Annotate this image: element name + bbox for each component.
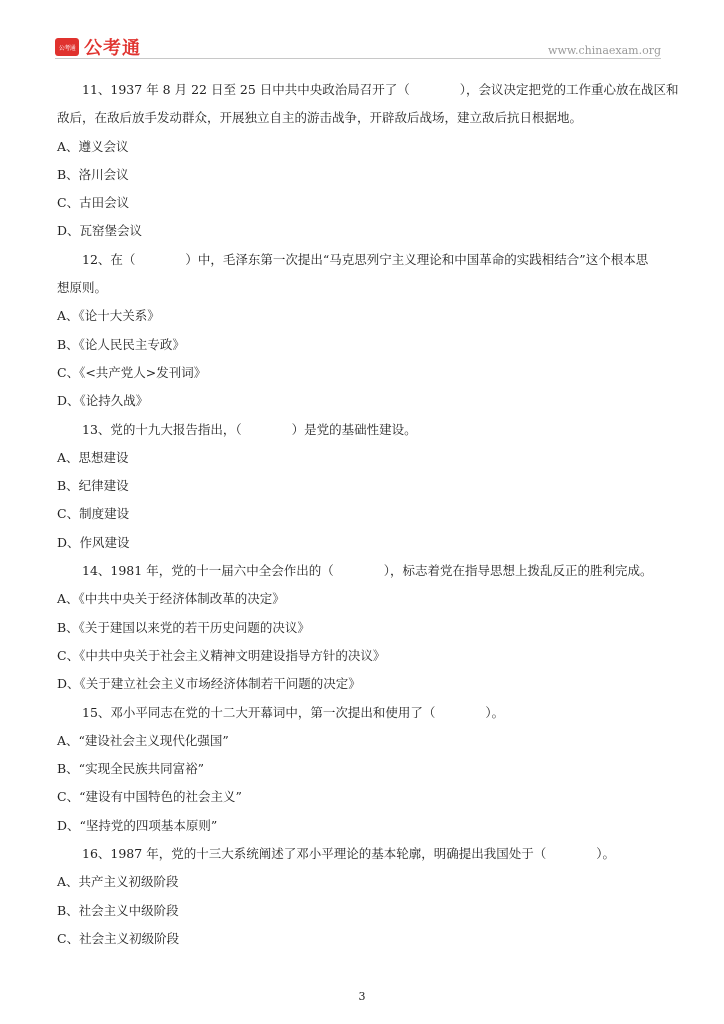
site-url: www.chinaexam.org <box>548 44 661 57</box>
question-stem: 15、邓小平同志在党的十二大开幕词中，第一次提出和使用了（ ）。 <box>82 704 505 720</box>
page-header <box>55 34 661 60</box>
option-b: B、“实现全民族共同富裕” <box>57 761 204 777</box>
option-d: D、瓦窑堡会议 <box>57 223 143 239</box>
option-b: B、《关于建国以来党的若干历史问题的决议》 <box>57 619 310 635</box>
option-c: C、“建设有中国特色的社会主义” <box>57 789 242 805</box>
question-stem: 敌后，在敌后放手发动群众，开展独立自主的游击战争，开辟敌后战场，建立敌后抗日根据地。 <box>57 110 583 126</box>
option-a: A、共产主义初级阶段 <box>57 874 179 890</box>
option-b: B、社会主义中级阶段 <box>57 902 179 918</box>
option-d: D、“坚持党的四项基本原则” <box>57 817 218 833</box>
question-list <box>57 76 679 953</box>
question-14 <box>57 557 669 698</box>
question-stem: 12、在（ ）中，毛泽东第一次提出“马克思列宁主义理论和中国革命的实践相结合”这个根本思 <box>82 251 649 267</box>
page-number: 3 <box>358 990 366 1003</box>
option-d: D、《论持久战》 <box>57 393 149 409</box>
option-a: A、遵义会议 <box>57 138 129 154</box>
question-stem: 14、1981 年，党的十一届六中全会作出的（ ），标志着党在指导思想上拨乱反正的胜利完成。 <box>82 563 653 579</box>
option-b: B、纪律建设 <box>57 478 129 494</box>
question-12 <box>57 246 669 416</box>
option-a: A、思想建设 <box>57 449 129 465</box>
option-d: D、作风建设 <box>57 534 130 550</box>
option-c: C、制度建设 <box>57 506 130 522</box>
option-b: B、洛川会议 <box>57 166 129 182</box>
option-a: A、《中共中央关于经济体制改革的决定》 <box>57 591 285 607</box>
question-16 <box>57 840 669 953</box>
option-c: C、古田会议 <box>57 195 130 211</box>
logo-badge-icon: 公考通 <box>55 38 79 56</box>
logo <box>55 34 141 60</box>
option-d: D、《关于建立社会主义市场经济体制若干问题的决定》 <box>57 676 361 692</box>
option-a: A、“建设社会主义现代化强国” <box>57 732 229 748</box>
option-a: A、《论十大关系》 <box>57 308 160 324</box>
logo-text: 公考通 <box>84 38 141 59</box>
question-11 <box>57 76 679 246</box>
option-c: C、社会主义初级阶段 <box>57 930 180 946</box>
question-13 <box>57 416 669 557</box>
question-stem: 11、1937 年 8 月 22 日至 25 日中共中央政治局召开了（ ），会议决定把党的工作重心放在战区和 <box>82 82 679 97</box>
option-c: C、《中共中央关于社会主义精神文明建设指导方针的决议》 <box>57 647 386 663</box>
question-stem: 想原则。 <box>57 280 108 296</box>
question-stem: 13、党的十九大报告指出，（ ）是党的基础性建设。 <box>82 421 417 437</box>
option-b: B、《论人民民主专政》 <box>57 336 185 352</box>
question-stem: 16、1987 年，党的十三大系统阐述了邓小平理论的基本轮廓，明确提出我国处于（ ）。 <box>82 846 615 862</box>
question-15 <box>57 699 669 840</box>
option-c: C、《<共产党人>发刊词》 <box>57 364 207 380</box>
header-divider <box>55 58 661 59</box>
